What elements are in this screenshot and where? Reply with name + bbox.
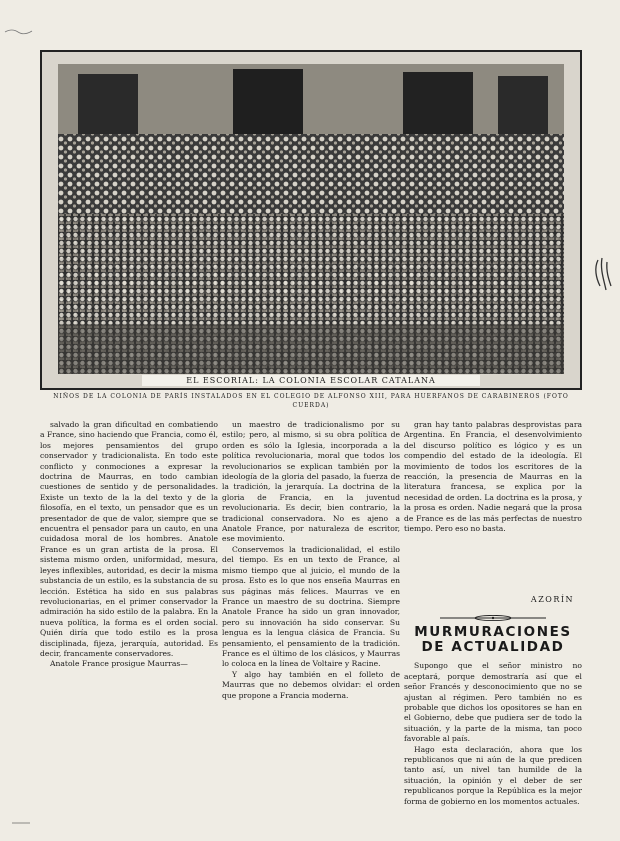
photo-frame <box>40 50 582 390</box>
paragraph: Conservemos la tradicionalidad, el estilo del tiempo. Es en un texto de France, al mismo tiempo que al juicio, el mundo de la prosa. Esto es lo que nos enseña Maurras en sus páginas más felices. Maurras ve en France un maestro de su doctrina. Siempre Anatole France ha sido un gran innovador, pero su innovación ha sido conservar. Su lengua es la lengua clásica de Francia. Su pensamiento, el pensamiento de la tradición. France es el último de los clásicos, y Maurras lo coloca en la línea de Voltaire y Racine. <box>222 544 400 669</box>
murmuraciones-body <box>404 661 582 839</box>
article-column-3 <box>404 420 582 839</box>
section-title-line-2: DE ACTUALIDAD <box>421 639 565 656</box>
corner-scribble-mark <box>4 26 34 36</box>
photo-subcaption: NIÑOS DE LA COLONIA DE PARÍS INSTALADOS EN EL COLEGIO DE ALFONSO XIII, PARA HUERFANOS DE CARABINEROS (FOTO CUERDA) <box>53 393 569 409</box>
decorative-divider-icon <box>438 615 548 621</box>
group-photograph <box>58 64 564 374</box>
bottom-margin-mark <box>10 818 34 828</box>
article-column-1 <box>40 420 218 832</box>
margin-thumbprint-mark <box>592 256 614 294</box>
paragraph: un maestro de tradicionalismo por su estilo; pero, al mismo, si su obra política de orden es sólo la Iglesia, incorporada a la política revolucionaria, moral que todos los revolucionarios se explican también por la ideología de la gloria del pasado, la fuerza de la tradición, la jerarquía. La doctrina de la gloria de Francia, en la juventud revolucionaria. Es decir, bien contrario, la tradicional conservadora. No es ajeno a Anatole France, por naturaleza de escritor, ese movimiento. <box>222 420 400 544</box>
article-column-2 <box>222 420 400 832</box>
paragraph: Anatole France prosigue Maurras— <box>50 659 188 669</box>
author-signature: AZORÍN <box>530 595 574 604</box>
section-title-line-1: MURMURACIONES <box>414 624 572 641</box>
paragraph: Supongo que el señor ministro no aceptará, porque demostraría así que el señor Francés y desconocimiento que no se ajustan al régimen. Pero también no es probable que dichos los opositores se han en el Gobierno, debe que pudiera ser de todo la situación, y la parte de la misma, tan poco favorable al país. <box>404 661 582 744</box>
photo-caption: EL ESCORIAL: LA COLONIA ESCOLAR CATALANA <box>142 375 480 386</box>
paragraph: salvado la gran dificultad en combatiendo a France, sino haciendo que Francia, como él, los mejores pensamientos del grupo conservador y tradicionalista. En todo este conflicto y conmociones a expresar la doctrina de Maurras, en todo cambian cuestiones de sentido y de personalidades. Existe un texto de la la del texto y de la filosofía, en el texto, un pensador que es un presentador de que de valor, siempre que se encuentra el pensador para un cauto, en una cuidadosa moral de los hombres. Anatole France es un gran artista de la prosa. El sistema mismo orden, uniformidad, mesura, leyes inflexibles, autoridad, es decir la misma substancia de un estilo, es la substancia de su lección. Estética ha sido en sus palabras revolucionarias, en el primer conservador la admiración ha sido estilo de la palabra. En la nueva política, la forma es el orden social. Quién diría que todo estilo es la prosa disciplinada, fijeza, jerarquía, autoridad. Es decir, francamente conservadores. <box>40 420 218 658</box>
paragraph: gran hay tanto palabras desprovistas para Argentina. En Francia, el desenvolvimiento del discurso político es lógico y es un compendio del estado de la ideología. El movimiento de todos los escritores de la reacción, la presencia de Maurras en la literatura francesa, se explica por la necesidad de orden. La doctrina es la prosa, y la prosa es orden. Nadie negará que la prosa de France es de las más perfectas de nuestro tiempo. Pero eso no basta. <box>404 420 582 534</box>
paragraph: Y algo hay también en el folleto de Maurras que no debemos olvidar: el orden que propone a Francia moderna. <box>222 669 400 700</box>
paragraph: Hago esta declaración, ahora que los republicanos que ni aún de la que predicen tanto así, un nivel tan humilde de la situación, la opinión y el deber de ser republicanos porque la República es la mejor forma de gobierno en los momentos actuales. <box>404 744 582 806</box>
